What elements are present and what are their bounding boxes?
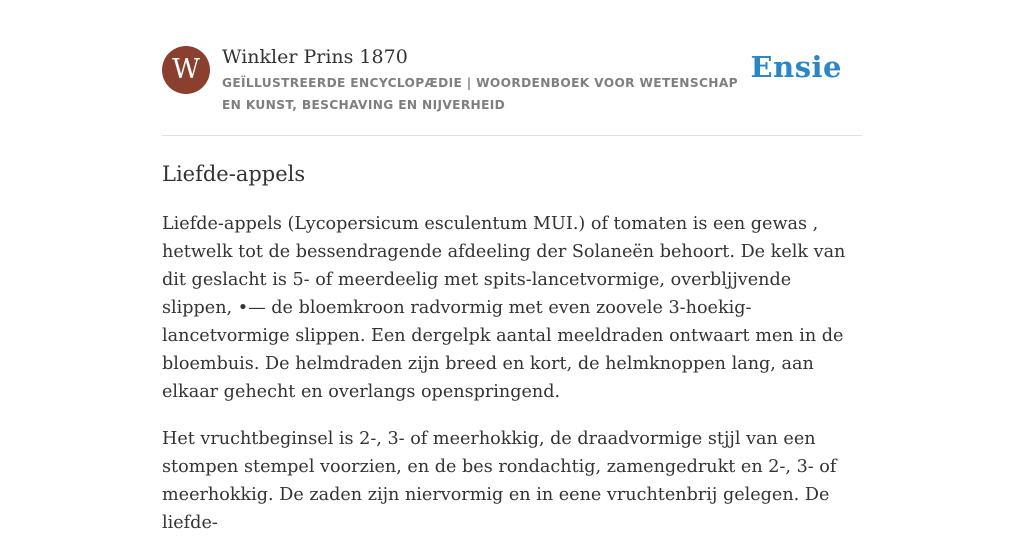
source-header <box>162 46 862 136</box>
source-title[interactable]: Winkler Prins 1870 <box>222 46 408 68</box>
article-title: Liefde-appels <box>162 162 306 186</box>
article-paragraph: Het vruchtbeginsel is 2-, 3- of meerhokkig, de draadvormige stjjl van een stompen stempel voorzien, en de bes rondachtig, zamengedrukt en 2-, 3- of meerhokkig. De zaden zijn niervormig en in eene vruchtenbrij gelegen. De liefde- <box>162 429 837 533</box>
header-divider <box>162 135 862 136</box>
article <box>162 158 866 537</box>
source-subtitle: GEÏLLUSTREERDE ENCYCLOPÆDIE | WOORDENBOEK VOOR WETENSCHAP EN KUNST, BESCHAVING EN NIJVERHEID <box>222 76 738 112</box>
source-avatar[interactable]: W <box>162 46 210 94</box>
article-paragraph: Liefde-appels (Lycopersicum esculentum MUI.) of tomaten is een gewas , hetwelk tot de bessendragende afdeeling der Solaneën behoort. De kelk van dit geslacht is 5- of meerdeelig met spits-lancetvormige, overbljjvende slippen, •— de bloemkroon radvormig met even zoovele 3-hoekig-lancetvormige slippen. Een dergelpk aantal meeldraden ontwaart men in de bloembuis. De helmdraden zijn breed en kort, de helmknoppen lang, aan elkaar gehecht en overlangs openspringend. <box>162 214 846 402</box>
ensie-logo[interactable]: Ensie <box>750 50 842 84</box>
